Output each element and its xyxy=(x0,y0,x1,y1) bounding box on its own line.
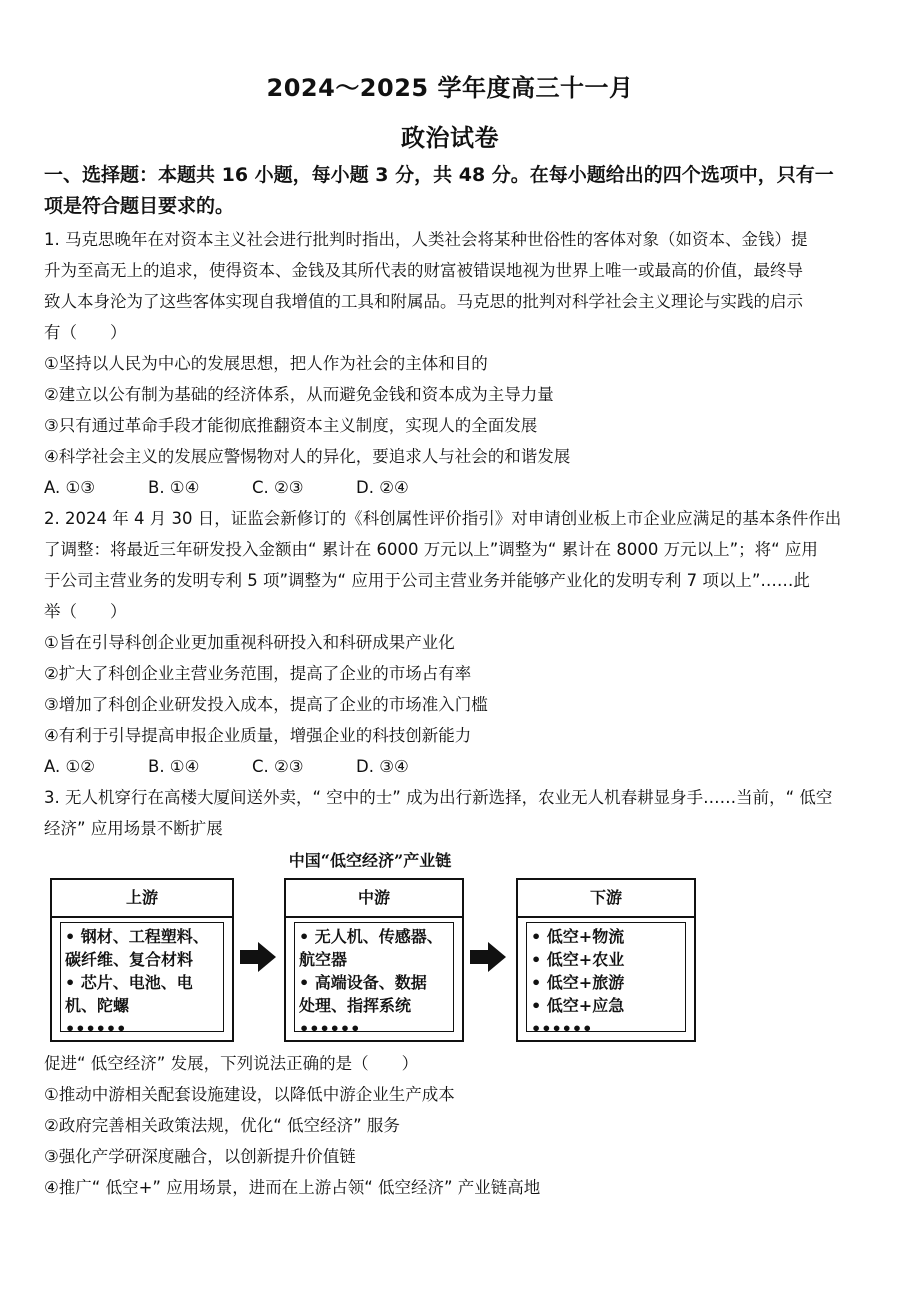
q2-option-b[interactable]: B. ①④ xyxy=(148,757,200,776)
downstream-line: • 低空+农业 xyxy=(531,950,625,969)
q2-options xyxy=(44,755,460,779)
q2-statement-3: ③增加了科创企业研发投入成本，提高了企业的市场准入门槛 xyxy=(44,695,488,714)
upstream-line: • 芯片、电池、电 xyxy=(65,973,193,992)
midstream-line: 处理、指挥系统 xyxy=(299,996,412,1015)
upstream-line: 碳纤维、复合材料 xyxy=(65,950,194,969)
q1-stem-line-2: 升为至高无上的追求，使得资本、金钱及其所代表的财富被错误地视为世界上唯一或最高的价值，最终导 xyxy=(44,261,803,280)
upstream-line: • 钢材、工程塑料、 xyxy=(65,927,209,946)
section-heading-line-1: 一、选择题：本题共 16 小题，每小题 3 分，共 48 分。在每小题给出的四个选项中，只有一 xyxy=(44,164,834,186)
q1-option-b[interactable]: B. ①④ xyxy=(148,478,200,497)
q2-option-d[interactable]: D. ③④ xyxy=(356,757,409,776)
downstream-head: 下游 xyxy=(518,880,694,918)
q2-stem-line-4: 举（ ） xyxy=(44,602,127,621)
q1-stem-line-4: 有（ ） xyxy=(44,323,127,342)
q1-statement-2: ②建立以公有制为基础的经济体系，从而避免金钱和资本成为主导力量 xyxy=(44,385,554,404)
midstream-line: • 无人机、传感器、 xyxy=(299,927,443,946)
midstream-line: 航空器 xyxy=(299,950,348,969)
q1-stem-line-3: 致人本身沦为了这些客体实现自我增值的工具和附属品。马克思的批判对科学社会主义理论与实践的启示 xyxy=(44,292,803,311)
section-heading-line-2: 项是符合题目要求的。 xyxy=(44,195,235,217)
q1-statement-3: ③只有通过革命手段才能彻底推翻资本主义制度，实现人的全面发展 xyxy=(44,416,538,435)
downstream-box xyxy=(516,878,696,1042)
q3-statement-4: ④推广“ 低空+” 应用场景，进而在上游占领“ 低空经济” 产业链高地 xyxy=(44,1178,541,1197)
q3-statement-3: ③强化产学研深度融合，以创新提升价值链 xyxy=(44,1147,356,1166)
section-heading xyxy=(44,160,856,222)
q2-statement-4: ④有利于引导提高申报企业质量，增强企业的科技创新能力 xyxy=(44,726,472,745)
q1-option-c[interactable]: C. ②③ xyxy=(252,478,304,497)
q3-statement-2: ②政府完善相关政策法规，优化“ 低空经济” 服务 xyxy=(44,1116,400,1135)
q2-option-c[interactable]: C. ②③ xyxy=(252,757,304,776)
upstream-box xyxy=(50,878,234,1042)
q2-stem-line-2: 了调整：将最近三年研发投入金额由“ 累计在 6000 万元以上”调整为“ 累计在 8000 万元以上”；将“ 应用 xyxy=(44,540,818,559)
upstream-line: •••••• xyxy=(65,1019,127,1038)
q3-stem-line-2: 经济” 应用场景不断扩展 xyxy=(44,819,223,838)
q3-stem-line-1: 3. 无人机穿行在高楼大厦间送外卖，“ 空中的士” 成为出行新选择，农业无人机春耕显身手……当前，“ 低空 xyxy=(44,788,833,807)
q1-option-d[interactable]: D. ②④ xyxy=(356,478,409,497)
arrow-right-icon xyxy=(240,940,276,974)
q1-statement-1: ①坚持以人民为中心的发展思想，把人作为社会的主体和目的 xyxy=(44,354,488,373)
upstream-content xyxy=(60,922,224,1038)
downstream-line: • 低空+旅游 xyxy=(531,973,625,992)
downstream-content xyxy=(526,922,686,1038)
upstream-head: 上游 xyxy=(52,880,232,918)
q1-statement-4: ④科学社会主义的发展应警惕物对人的异化，要追求人与社会的和谐发展 xyxy=(44,447,571,466)
q3-statement-1: ①推动中游相关配套设施建设，以降低中游企业生产成本 xyxy=(44,1085,455,1104)
q1-options xyxy=(44,476,460,500)
q2-stem-line-1: 2. 2024 年 4 月 30 日，证监会新修订的《科创属性评价指引》对申请创业板上市企业应满足的基本条件作出 xyxy=(44,509,842,528)
q2-option-a[interactable]: A. ①② xyxy=(44,757,96,776)
midstream-content xyxy=(294,922,454,1038)
midstream-line: • 高端设备、数据 xyxy=(299,973,427,992)
q3-question: 促进“ 低空经济” 发展，下列说法正确的是（ ） xyxy=(44,1054,419,1073)
exam-title: 2024～2025 学年度高三十一月 xyxy=(266,74,634,102)
arrow-right-icon xyxy=(470,940,506,974)
q2-statement-2: ②扩大了科创企业主营业务范围，提高了企业的市场占有率 xyxy=(44,664,472,683)
industry-chain-title: 中国“低空经济”产业链 xyxy=(288,851,452,870)
downstream-line: • 低空+应急 xyxy=(531,996,625,1015)
exam-subject: 政治试卷 xyxy=(401,124,499,152)
q1-option-a[interactable]: A. ①③ xyxy=(44,478,96,497)
midstream-head: 中游 xyxy=(286,880,462,918)
q1-stem-line-1: 1. 马克思晚年在对资本主义社会进行批判时指出，人类社会将某种世俗性的客体对象（如资本、金钱）提 xyxy=(44,230,808,249)
upstream-line: 机、陀螺 xyxy=(65,996,130,1015)
downstream-line: •••••• xyxy=(531,1019,593,1038)
q2-statement-1: ①旨在引导科创企业更加重视科研投入和科研成果产业化 xyxy=(44,633,455,652)
q2-stem-line-3: 于公司主营业务的发明专利 5 项”调整为“ 应用于公司主营业务并能够产业化的发明专利 7 项以上”……此 xyxy=(44,571,810,590)
midstream-line: •••••• xyxy=(299,1019,361,1038)
downstream-line: • 低空+物流 xyxy=(531,927,625,946)
midstream-box xyxy=(284,878,464,1042)
